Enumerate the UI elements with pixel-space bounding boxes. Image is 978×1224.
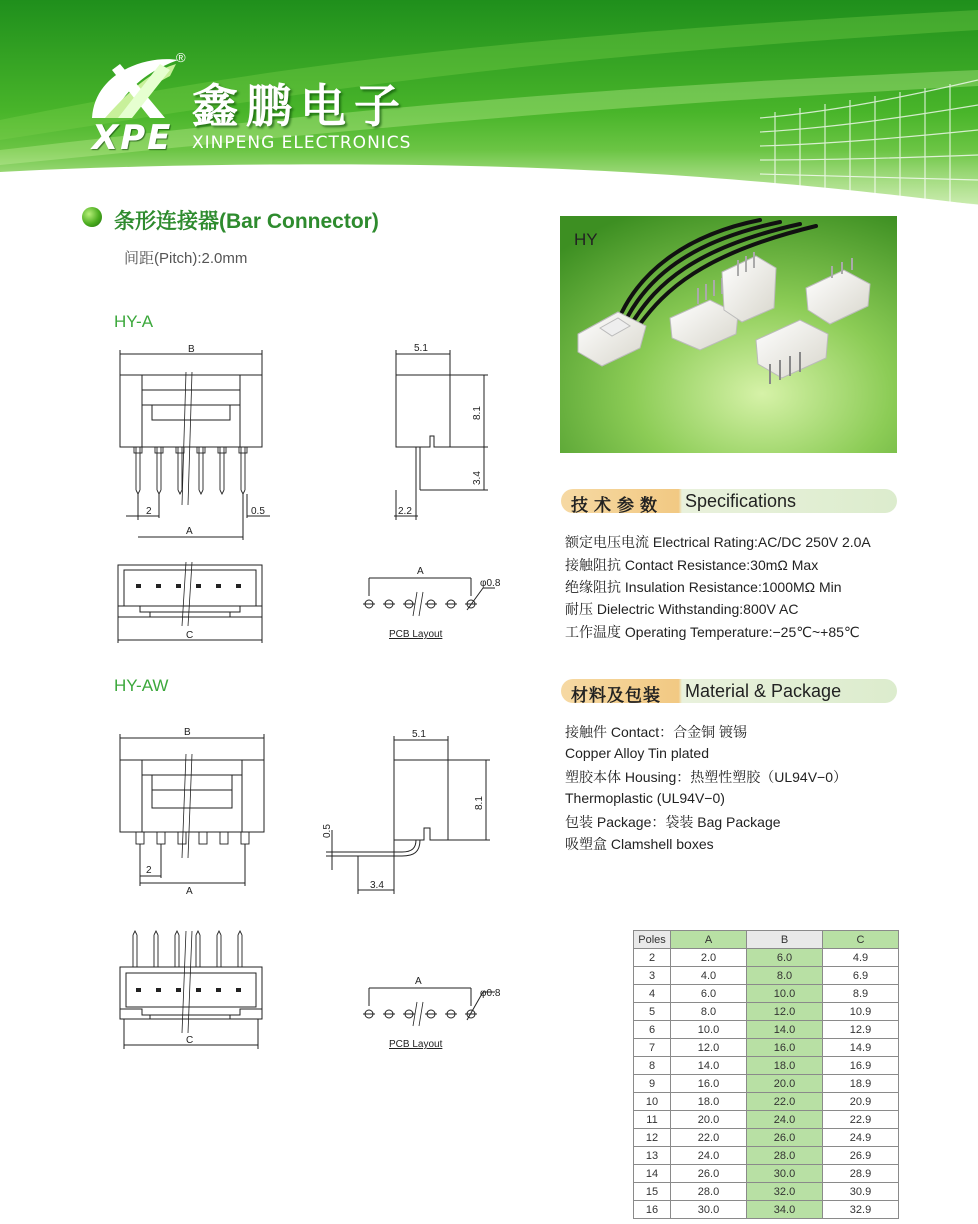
- table-cell: 16: [634, 1201, 671, 1219]
- table-cell: 10.0: [671, 1021, 747, 1039]
- table-cell: 6.0: [747, 949, 823, 967]
- table-cell: 28.0: [747, 1147, 823, 1165]
- table-cell: 2.0: [671, 949, 747, 967]
- material-line: 包装 Package：袋装 Bag Package: [565, 814, 781, 830]
- drawing-hy-a-side: [390, 340, 500, 530]
- table-cell: 24.9: [823, 1129, 899, 1147]
- table-cell: 32.0: [747, 1183, 823, 1201]
- brand-name-cn: 鑫鹏电子: [192, 79, 408, 133]
- table-cell: 14.0: [671, 1057, 747, 1075]
- dim-hole-label: φ0.8: [480, 988, 501, 999]
- table-cell: 2: [634, 949, 671, 967]
- spec-line: 绝缘阻抗 Insulation Resistance:1000MΩ Min: [565, 579, 842, 595]
- specifications-title-en: Specifications: [685, 491, 797, 511]
- photo-label: HY: [574, 230, 598, 249]
- table-row: [634, 1165, 899, 1183]
- dim-a-label: A: [186, 526, 193, 537]
- drawing-hy-a-front: [100, 340, 290, 540]
- registered-mark: ®: [176, 50, 186, 65]
- table-cell: 20.9: [823, 1093, 899, 1111]
- table-cell: 4: [634, 985, 671, 1003]
- table-cell: 6: [634, 1021, 671, 1039]
- dim-51-label: 5.1: [414, 343, 428, 354]
- table-cell: 7: [634, 1039, 671, 1057]
- spec-line: 额定电压电流 Electrical Rating:AC/DC 250V 2.0A: [565, 534, 871, 550]
- table-cell: 14: [634, 1165, 671, 1183]
- table-cell: 3: [634, 967, 671, 985]
- table-cell: 24.0: [671, 1147, 747, 1165]
- table-cell: 15: [634, 1183, 671, 1201]
- material-line: Thermoplastic (UL94V−0): [565, 790, 725, 806]
- dim-2-label: 2: [146, 506, 152, 517]
- table-cell: 18.0: [747, 1057, 823, 1075]
- table-cell: 12.0: [747, 1003, 823, 1021]
- specifications-header: [561, 489, 897, 513]
- dim-a-label: A: [417, 566, 424, 577]
- table-header-poles: Poles: [634, 931, 671, 949]
- dim-34-label: 3.4: [472, 471, 483, 485]
- logo-text: XPE: [92, 118, 173, 158]
- table-header-c: C: [823, 931, 899, 949]
- table-cell: 18.0: [671, 1093, 747, 1111]
- table-cell: 10.0: [747, 985, 823, 1003]
- table-cell: 10.9: [823, 1003, 899, 1021]
- spec-line: 耐压 Dielectric Withstanding:800V AC: [565, 601, 799, 617]
- table-cell: 20.0: [671, 1111, 747, 1129]
- pcb-layout-label: PCB Layout: [389, 1039, 443, 1050]
- table-row: [634, 1039, 899, 1057]
- product-photo: [560, 216, 897, 453]
- table-body: [634, 949, 899, 1219]
- table-cell: 13: [634, 1147, 671, 1165]
- dim-81-label: 8.1: [472, 406, 483, 420]
- table-row: [634, 1201, 899, 1219]
- table-cell: 8: [634, 1057, 671, 1075]
- table-cell: 18.9: [823, 1075, 899, 1093]
- table-header-b: B: [747, 931, 823, 949]
- model-label-hy-a: HY-A: [114, 312, 154, 331]
- drawing-hy-aw-top: [110, 925, 270, 1055]
- table-cell: 34.0: [747, 1201, 823, 1219]
- table-cell: 26.0: [747, 1129, 823, 1147]
- material-header: [561, 679, 897, 703]
- dim-b-label: B: [184, 727, 191, 738]
- table-row: [634, 1183, 899, 1201]
- dim-34-label: 3.4: [370, 880, 384, 891]
- table-cell: 9: [634, 1075, 671, 1093]
- dim-2-label: 2: [146, 865, 152, 876]
- table-cell: 12: [634, 1129, 671, 1147]
- table-cell: 14.0: [747, 1021, 823, 1039]
- dim-05-label: 0.5: [251, 506, 265, 517]
- table-cell: 8.9: [823, 985, 899, 1003]
- table-row: [634, 1021, 899, 1039]
- table-row: [634, 1057, 899, 1075]
- drawing-hy-aw-pcb: [355, 970, 515, 1055]
- dim-81-label: 8.1: [474, 796, 485, 810]
- table-cell: 16.0: [747, 1039, 823, 1057]
- table-cell: 28.9: [823, 1165, 899, 1183]
- drawing-hy-a-pcb: [355, 560, 515, 645]
- table-cell: 4.0: [671, 967, 747, 985]
- table-row: [634, 985, 899, 1003]
- table-row: [634, 1093, 899, 1111]
- material-line: 吸塑盒 Clamshell boxes: [565, 836, 714, 852]
- table-header-a: A: [671, 931, 747, 949]
- table-cell: 16.0: [671, 1075, 747, 1093]
- table-row: [634, 1075, 899, 1093]
- drawing-hy-a-top: [110, 560, 270, 650]
- section-title: 条形连接器(Bar Connector): [114, 210, 379, 233]
- table-row: [634, 949, 899, 967]
- table-row: [634, 1129, 899, 1147]
- table-cell: 6.9: [823, 967, 899, 985]
- specifications-title-cn: 技术参数: [571, 496, 663, 515]
- dimension-table: [633, 930, 899, 1219]
- material-line: 塑胶本体 Housing：热塑性塑胶（UL94V−0）: [565, 769, 848, 785]
- spec-line: 工作温度 Operating Temperature:−25℃~+85℃: [565, 624, 860, 640]
- table-cell: 22.9: [823, 1111, 899, 1129]
- material-line: Copper Alloy Tin plated: [565, 745, 709, 761]
- dim-b-label: B: [188, 344, 195, 355]
- bullet-icon: [82, 207, 102, 227]
- table-cell: 30.0: [671, 1201, 747, 1219]
- dim-a-label: A: [415, 976, 422, 987]
- table-cell: 14.9: [823, 1039, 899, 1057]
- dim-c-label: C: [186, 1035, 194, 1046]
- table-cell: 20.0: [747, 1075, 823, 1093]
- dim-51-label: 5.1: [412, 729, 426, 740]
- table-cell: 12.0: [671, 1039, 747, 1057]
- table-cell: 16.9: [823, 1057, 899, 1075]
- drawing-hy-aw-side: [318, 720, 498, 900]
- dim-hole-label: φ0.8: [480, 578, 501, 589]
- pitch-label: 间距(Pitch):2.0mm: [124, 250, 248, 267]
- table-cell: 12.9: [823, 1021, 899, 1039]
- dim-a-label: A: [186, 886, 193, 897]
- table-cell: 24.0: [747, 1111, 823, 1129]
- table-cell: 4.9: [823, 949, 899, 967]
- material-title-cn: 材料及包装: [571, 686, 661, 705]
- table-cell: 8.0: [671, 1003, 747, 1021]
- material-line: 接触件 Contact：合金铜 镀锡: [565, 724, 748, 740]
- table-cell: 10: [634, 1093, 671, 1111]
- model-label-hy-aw: HY-AW: [114, 676, 169, 695]
- table-row: [634, 967, 899, 985]
- table-cell: 26.9: [823, 1147, 899, 1165]
- pcb-layout-label: PCB Layout: [389, 629, 443, 640]
- dim-05-label: 0.5: [322, 824, 333, 838]
- table-cell: 30.0: [747, 1165, 823, 1183]
- table-row: [634, 1003, 899, 1021]
- brand-name-en: XINPENG ELECTRONICS: [192, 133, 412, 153]
- table-header-row: [634, 931, 899, 949]
- table-cell: 32.9: [823, 1201, 899, 1219]
- table-cell: 11: [634, 1111, 671, 1129]
- dim-22-label: 2.2: [398, 506, 412, 517]
- table-row: [634, 1111, 899, 1129]
- table-cell: 22.0: [671, 1129, 747, 1147]
- table-cell: 28.0: [671, 1183, 747, 1201]
- material-title-en: Material & Package: [685, 681, 842, 701]
- table-row: [634, 1147, 899, 1165]
- dim-c-label: C: [186, 630, 194, 641]
- table-cell: 22.0: [747, 1093, 823, 1111]
- table-cell: 30.9: [823, 1183, 899, 1201]
- spec-line: 接触阻抗 Contact Resistance:30mΩ Max: [565, 557, 819, 573]
- drawing-hy-aw-front: [100, 720, 290, 900]
- header-banner: [0, 0, 978, 210]
- table-cell: 5: [634, 1003, 671, 1021]
- table-cell: 8.0: [747, 967, 823, 985]
- table-cell: 26.0: [671, 1165, 747, 1183]
- table-cell: 6.0: [671, 985, 747, 1003]
